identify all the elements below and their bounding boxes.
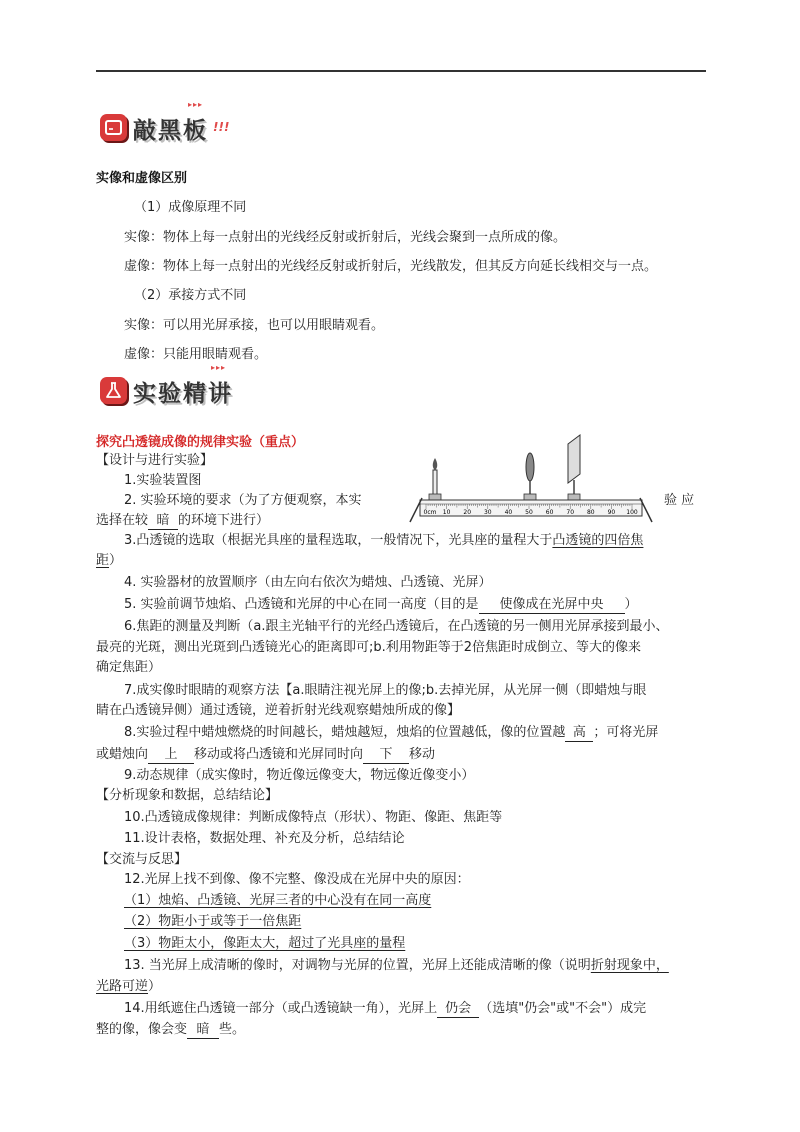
text-line: 实像：物体上每一点射出的光线经反射或折射后，光线会聚到一点所成的像。 [124,230,567,245]
text: 整的像，像会变 [96,1022,188,1037]
exclaim-icon: !!! [213,120,230,134]
item-13-line2 [96,977,161,997]
text-line: 虚像：只能用眼睛观看。 [124,347,268,362]
answer-blank: 暗 [148,512,178,530]
item-7-b: 睛在凸透镜异侧）通过透镜，逆着折射光线观察蜡烛所成的像】 [96,703,461,718]
text-line: 虚像：物体上每一点射出的光线经反射或折射后，光线散发，但其反方向延长线相交与一点。 [124,259,658,274]
text: 14.用纸遮住凸透镜一部分（或凸透镜缺一角），光屏上 [124,1001,438,1016]
text: 13. 当光屏上成清晰的像时，对调物与光屏的位置，光屏上还能成清晰的像（说明 [124,958,591,973]
bench-tick-label: 60 [545,509,554,516]
experiment-title: 探究凸透镜成像的规律实验（重点） [96,435,305,450]
item-3 [124,531,643,551]
text-line: （2）承接方式不同 [134,288,247,303]
item-9: 9.动态规律（成实像时，物近像远像变大，物远像近像变小） [124,768,475,783]
text: 的环境下进行） [178,513,270,528]
item-13 [124,956,669,976]
bench-tick-label: 80 [586,509,595,516]
bench-tick-label: 70 [566,509,575,516]
text-line: 实像：可以用光屏承接，也可以用眼睛观看。 [124,318,385,333]
item-2-b: 验 应 [664,493,695,508]
item-4: 4. 实验器材的放置顺序（由左向右依次为蜡烛、凸透镜、光屏） [124,575,492,590]
bench-tick-label: 20 [463,509,472,516]
arrows-icon: ▸▸▸ [188,100,204,109]
reason-1: （1）烛焰、凸透镜、光屏三者的中心没有在同一高度 [124,893,432,908]
item-6-c: 确定焦距） [96,660,162,675]
reason-2: （2）物距小于或等于一倍焦距 [124,914,302,929]
badge-title: 敲黑板 [133,117,208,144]
text-line: （1）成像原理不同 [134,200,247,215]
answer-blank: 暗 [187,1021,219,1039]
answer: 距 [96,553,110,568]
answer-blank: 下 [363,746,409,764]
badge-title: 实验精讲 [133,380,233,407]
bench-tick-label: 100 [626,509,638,516]
text: 5. 实验前调节烛焰、凸透镜和光屏的中心在同一高度（目的是 [124,597,479,612]
bench-tick-label: 10 [442,509,451,516]
item-2-line2 [96,511,269,531]
subheading: 【交流与反思】 [96,852,188,867]
item-6-b: 最亮的光斑，测出光斑到凸透镜光心的距离即可;b.利用物距等于2倍焦距时成倒立、等大的像来 [96,640,642,655]
text: 3.凸透镜的选取（根据光具座的量程选取，一般情况下，光具座的量程大于 [124,533,553,548]
lens-icon [524,453,536,500]
top-rule [96,70,706,72]
text: ） [148,979,162,994]
bench-tick-label: 30 [483,509,492,516]
item-8-b [96,745,435,765]
item-7-a: 7.成实像时眼睛的观察方法【a.眼睛注视光屏上的像;b.去掉光屏，从光屏一侧（即蜡烛与眼 [124,683,647,698]
section-title: 实像和虚像区别 [96,171,188,186]
bench-tick-label: 0cm [423,509,437,516]
answer-blank: 上 [148,746,194,764]
item-14 [124,999,646,1019]
item-5 [124,595,638,615]
text: 些。 [219,1022,246,1037]
text: 或蜡烛向 [96,747,149,762]
screen-icon [568,435,580,500]
reason-3: （3）物距太小，像距太大，超过了光具座的量程 [124,936,406,951]
candle-icon [429,458,441,500]
arrows-icon: ▸▸▸ [211,363,227,372]
item-3-line2 [96,551,122,571]
answer-blank: 使像成在光屏中央 [479,596,625,614]
subheading: 【设计与进行实验】 [96,453,214,468]
bench-tick-label: 90 [607,509,616,516]
answer: 折射现象中， [590,958,669,973]
item-10: 10.凸透镜成像规律：判断成像特点（形状）、物距、像距、焦距等 [124,810,503,825]
answer: 凸透镜的四倍焦 [552,533,644,548]
answer-blank: 高 [565,724,593,742]
text: 移动 [409,747,436,762]
bench-tick-label: 40 [504,509,513,516]
item-6-a: 6.焦距的测量及判断（a.跟主光轴平行的光经凸透镜后，在凸透镜的另一侧用光屏承接到最小、 [124,619,669,634]
text: （选填"仍会"或"不会"）成完 [479,1001,647,1016]
text: ） [109,553,123,568]
item-8-a [124,723,658,743]
text: 选择在较 [96,513,149,528]
text: 8.实验过程中蜡烛燃烧的时间越长，蜡烛越短，烛焰的位置越低，像的位置越 [124,725,566,740]
optical-bench-diagram [408,430,654,530]
text: ） [624,597,638,612]
board-icon [100,114,127,141]
text: 移动或将凸透镜和光屏同时向 [194,747,364,762]
bench-tick-label: 50 [525,509,533,516]
item-12: 12.光屏上找不到像、像不完整、像没成在光屏中央的原因： [124,872,470,887]
answer: 光路可逆 [96,979,149,994]
item-2-a: 2. 实验环境的要求（为了方便观察，本实 [124,493,362,508]
subheading: 【分析现象和数据，总结结论】 [96,788,279,803]
item-14-line2 [96,1020,245,1040]
item-1: 1.实验装置图 [124,473,202,488]
item-11: 11.设计表格，数据处理、补充及分析，总结结论 [124,831,405,846]
answer-blank: 仍会 [437,1000,479,1018]
text: ；可将光屏 [593,725,659,740]
flask-icon [100,377,127,404]
